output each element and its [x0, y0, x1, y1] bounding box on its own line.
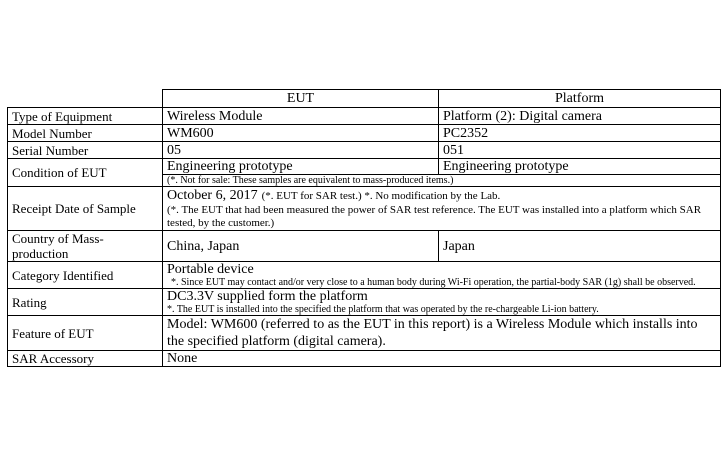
row-label: Model Number	[8, 125, 163, 142]
table-header-row	[8, 90, 721, 108]
receipt-date: October 6, 2017	[167, 188, 258, 203]
table-row	[8, 351, 721, 367]
receipt-value-cell	[163, 187, 721, 231]
eut-specification-table	[7, 89, 721, 367]
table-row	[8, 289, 721, 316]
eut-value: Engineering prototype	[163, 159, 439, 175]
condition-note: (*. Not for sale: These samples are equivalent to mass-produced items.)	[167, 175, 454, 186]
row-label: Type of Equipment	[8, 108, 163, 125]
eut-value: WM600	[163, 125, 439, 142]
feature-value: Model: WM600 (referred to as the EUT in this report) is a Wireless Module which installs into the specified platform (digital camera).	[163, 316, 721, 351]
table-row	[8, 108, 721, 125]
platform-value: 051	[439, 142, 721, 159]
condition-note-cell	[163, 175, 721, 187]
rating-note: *. The EUT is installed into the specified the platform that was operated by the re-chargeable Li-ion battery.	[167, 304, 599, 315]
rating-value-cell	[163, 289, 721, 316]
row-label: Receipt Date of Sample	[8, 187, 163, 231]
eut-value: Wireless Module	[163, 108, 439, 125]
table-row	[8, 159, 721, 175]
row-label: Feature of EUT	[8, 316, 163, 351]
row-label: Serial Number	[8, 142, 163, 159]
table-row	[8, 187, 721, 231]
table-row	[8, 316, 721, 351]
row-label: Rating	[8, 289, 163, 316]
accessory-value: None	[163, 351, 721, 367]
table-row	[8, 262, 721, 289]
platform-value: Platform (2): Digital camera	[439, 108, 721, 125]
table-row	[8, 231, 721, 262]
category-value-cell	[163, 262, 721, 289]
platform-value: Engineering prototype	[439, 159, 721, 175]
header-platform: Platform	[439, 90, 721, 108]
header-eut: EUT	[163, 90, 439, 108]
row-label: Condition of EUT	[8, 159, 163, 187]
header-blank-cell	[8, 90, 163, 108]
platform-value: PC2352	[439, 125, 721, 142]
platform-value: Japan	[439, 231, 721, 262]
category-value: Portable device	[167, 262, 254, 277]
receipt-note: (*. The EUT that had been measured the power of SAR test reference. The EUT was installed into a platform which SAR tested, by the customer.)	[167, 204, 702, 229]
table-row	[8, 125, 721, 142]
row-label: SAR Accessory	[8, 351, 163, 367]
row-label: Country of Mass-production	[8, 231, 163, 262]
eut-value: 05	[163, 142, 439, 159]
eut-value: China, Japan	[163, 231, 439, 262]
table-row	[8, 142, 721, 159]
rating-value: DC3.3V supplied form the platform	[167, 289, 368, 304]
category-note: *. Since EUT may contact and/or very close to a human body during Wi-Fi operation, the partial-body SAR (1g) shall be observed.	[171, 277, 696, 288]
receipt-date-note: (*. EUT for SAR test.) *. No modification by the Lab.	[261, 190, 501, 202]
row-label: Category Identified	[8, 262, 163, 289]
